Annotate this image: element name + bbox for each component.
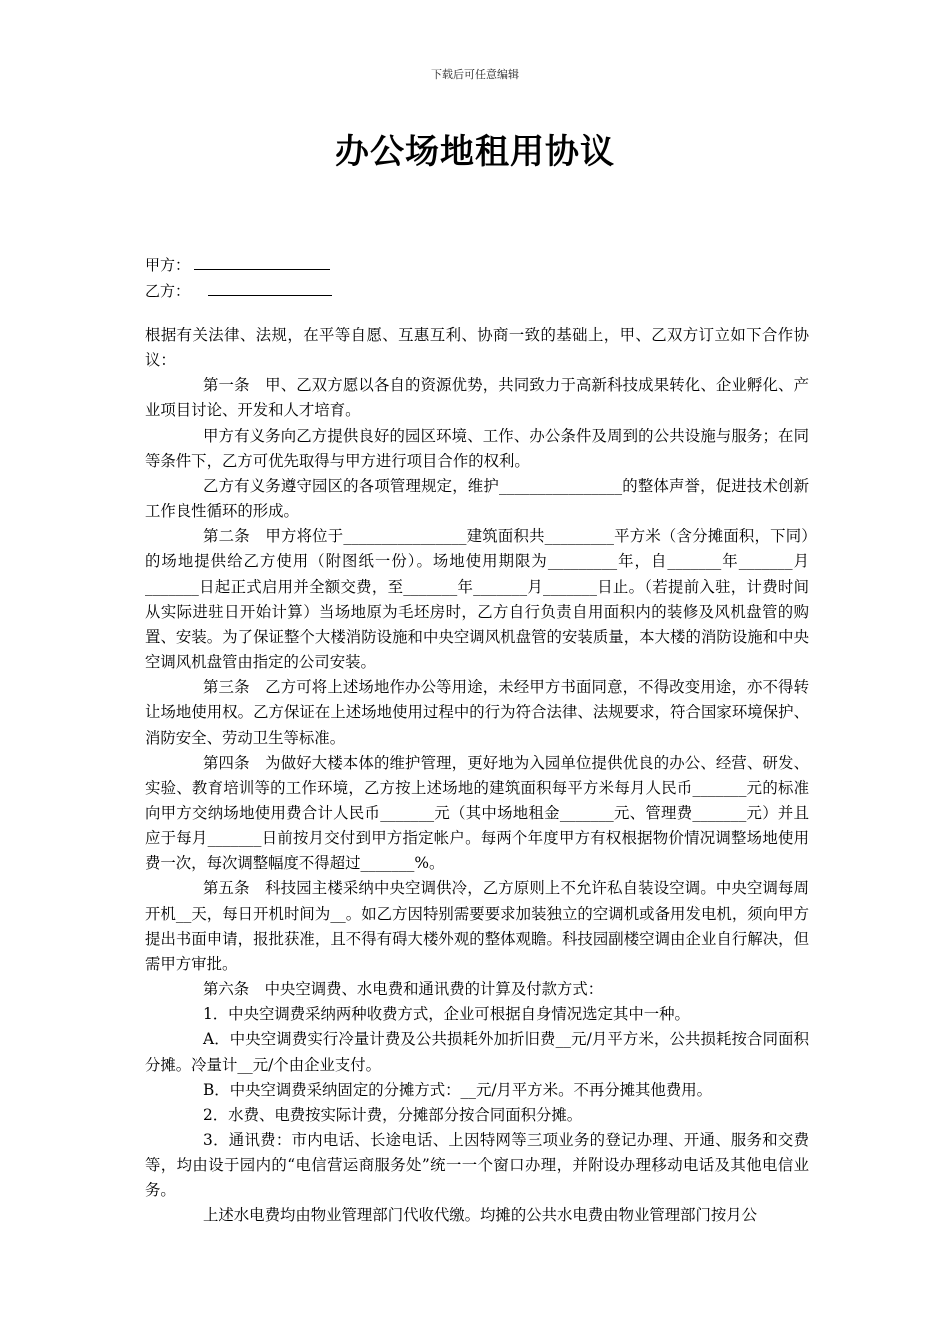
article-4-paragraph: 第四条 为做好大楼本体的维护管理，更好地为入园单位提供优良的办公、经营、研发、实验、教育培训等的工作环境，乙方按上述场地的建筑面积每平方米每月人民币_______元的标准向甲方交纳场地使用费合计人民币_______元（其中场地租金_______元、管理费_______元）并且应于每月_______日前按月交付到甲方指定帐户。每两个年度甲方有权根据物价情况调整场地使用费一次，每次调整幅度不得超过_______%。 [145, 753, 809, 873]
article-6-item-1: 1．中央空调费采纳两种收费方式，企业可根据自身情况选定其中一种。 [203, 1005, 690, 1024]
document-title: 办公场地租用协议 [335, 132, 615, 172]
agreement-body [145, 323, 809, 1229]
article-1-party-a-duty: 甲方有义务向乙方提供良好的园区环境、工作、办公条件及周到的公共设施与服务；在同等条件下，乙方可优先取得与甲方进行项目合作的权利。 [145, 426, 809, 470]
article-1-party-b-duty: 乙方有义务遵守园区的各项管理规定，维护________________的整体声誉，促进技术创新工作良性循环的形成。 [145, 476, 809, 521]
party-b-blank [208, 279, 332, 296]
header-note: 下载后可任意编辑 [431, 68, 519, 81]
article-6-closing: 上述水电费均由物业管理部门代收代缴。均摊的公共水电费由物业管理部门按月公 [203, 1206, 758, 1225]
preamble-paragraph: 根据有关法律、法规，在平等自愿、互惠互利、协商一致的基础上，甲、乙双方订立如下合作协议： [145, 326, 809, 370]
party-b-label: 乙方： [145, 282, 191, 300]
article-6-heading: 第六条 中央空调费、水电费和通讯费的计算及付款方式： [203, 980, 604, 999]
party-a-blank [194, 253, 330, 270]
article-6-item-2: 2．水费、电费按实际计费，分摊部分按合同面积分摊。 [203, 1105, 583, 1124]
parties-block [145, 252, 805, 304]
article-2-paragraph: 第二条 甲方将位于________________建筑面积共_________平方米（含分摊面积，下同）的场地提供给乙方使用（附图纸一份）。场地使用期限为_________年，自_______年_______月_______日起正式启用并全额交费，至_______年_______月_______日止。（若提前入驻，计费时间从实际进驻日开始计算）当场地原为毛坯房时，乙方自行负责自用面积内的装修及风机盘管的购置、安装。为了保证整个大楼消防设施和中央空调风机盘管的安装质量，本大楼的消防设施和中央空调风机盘管由指定的公司安装。 [145, 527, 809, 672]
article-3-paragraph: 第三条 乙方可将上述场地作办公等用途，未经甲方书面同意，不得改变用途，亦不得转让场地使用权。乙方保证在上述场地使用过程中的行为符合法律、法规要求，符合国家环境保护、消防安全、劳动卫生等标准。 [145, 678, 809, 747]
article-6-item-3: 3．通讯费：市内电话、长途电话、上因特网等三项业务的登记办理、开通、服务和交费等，均由设于园内的“电信营运商服务处”统一一个窗口办理，并附设办理移动电话及其他电信业务。 [145, 1131, 809, 1200]
article-5-paragraph: 第五条 科技园主楼采纳中央空调供冷，乙方原则上不允许私自装设空调。中央空调每周开机__天，每日开机时间为__。如乙方因特别需要要求加装独立的空调机或备用发电机，须向甲方提出书面申请，报批获准，且不得有碍大楼外观的整体观瞻。科技园副楼空调由企业自行解决，但需甲方审批。 [145, 879, 809, 973]
party-b-line [145, 278, 805, 304]
party-a-line [145, 252, 805, 278]
article-6-item-1a: A．中央空调费实行冷量计费及公共损耗外加折旧费__元/月平方米，公共损耗按合同面积分摊。冷量计__元/个由企业支付。 [145, 1030, 809, 1074]
party-a-label: 甲方： [145, 256, 191, 274]
article-6-item-1b: B．中央空调费采纳固定的分摊方式：__元/月平方米。不再分摊其他费用。 [203, 1080, 712, 1099]
article-1-paragraph: 第一条 甲、乙双方愿以各自的资源优势，共同致力于高新科技成果转化、企业孵化、产业项目讨论、开发和人才培育。 [145, 376, 809, 420]
